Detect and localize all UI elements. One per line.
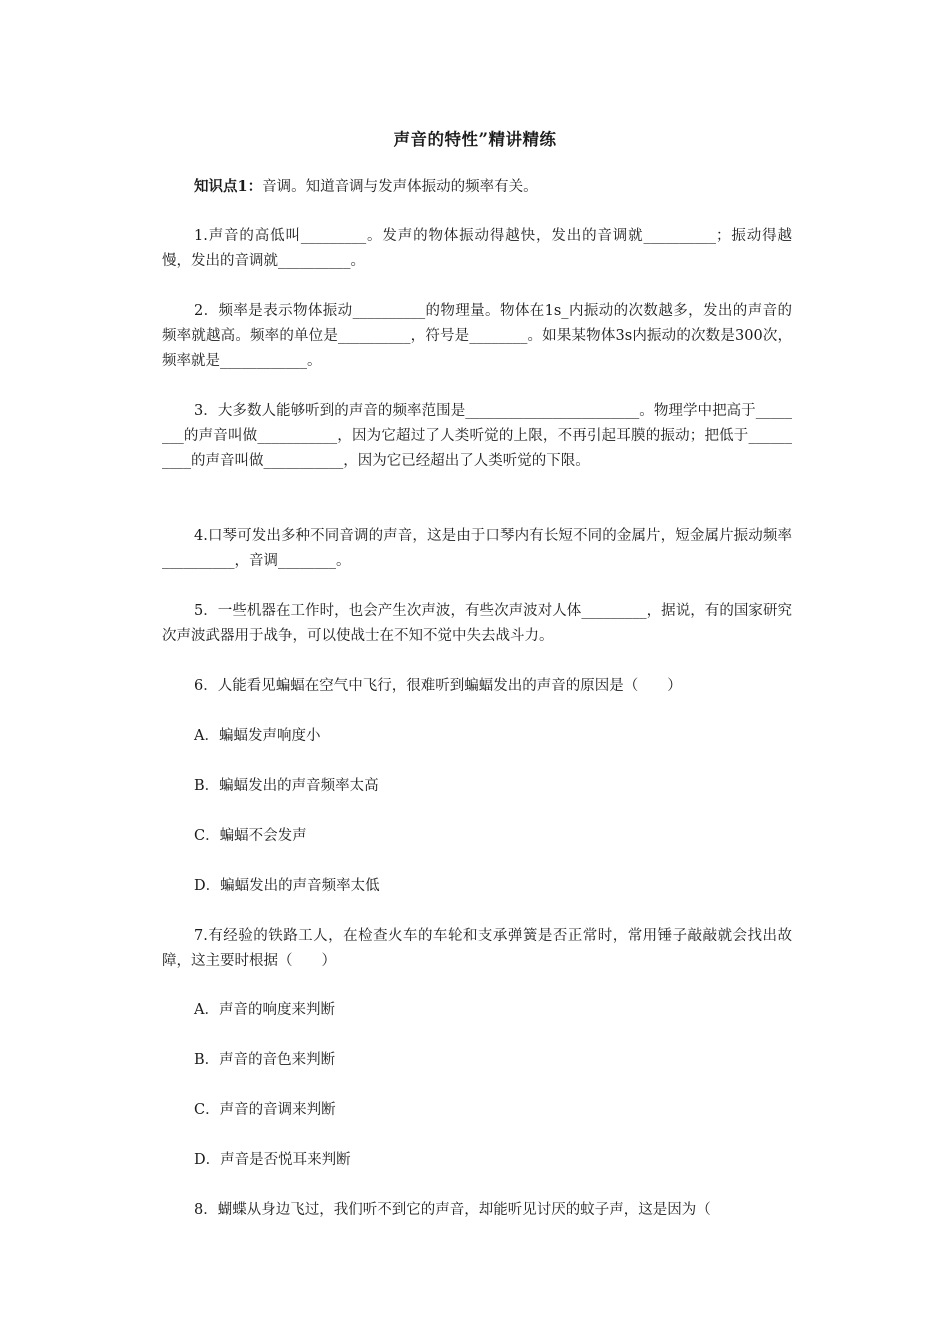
question-4: 4.口琴可发出多种不同音调的声音，这是由于口琴内有长短不同的金属片，短金属片振动频率__________，音调________。 bbox=[162, 528, 792, 569]
question-6: 6．人能看见蝙蝠在空气中飞行，很难听到蝙蝠发出的声音的原因是（ ） bbox=[194, 678, 682, 694]
q6-option-a: A．蝙蝠发声响度小 bbox=[194, 728, 321, 744]
document-title: 声音的特性”精讲精练 bbox=[393, 130, 557, 149]
question-7: 7.有经验的铁路工人，在检查火车的车轮和支承弹簧是否正常时，常用锤子敲敲就会找出故障，这主要时根据（ ） bbox=[162, 928, 792, 969]
q6-option-c: C．蝙蝠不会发声 bbox=[194, 828, 307, 844]
knowledge-point-text: 音调。知道音调与发声体振动的频率有关。 bbox=[262, 179, 538, 195]
q6-option-d: D．蝙蝠发出的声音频率太低 bbox=[194, 878, 380, 894]
knowledge-point-1 bbox=[162, 174, 792, 200]
question-2: 2．频率是表示物体振动__________的物理量。物体在1s_内振动的次数越多，发出的声音的频率就越高。频率的单位是__________，符号是________。如果某物体3s内振动的次数是300次，频率就是____________。 bbox=[162, 303, 792, 369]
question-1: 1.声音的高低叫_________。发声的物体振动得越快，发出的音调就__________；振动得越慢，发出的音调就__________。 bbox=[162, 228, 792, 269]
q7-option-b: B．声音的音色来判断 bbox=[194, 1052, 336, 1068]
q7-option-c: C．声音的音调来判断 bbox=[194, 1102, 336, 1118]
question-5: 5．一些机器在工作时，也会产生次声波，有些次声波对人体_________，据说，有的国家研究次声波武器用于战争，可以使战士在不知不觉中失去战斗力。 bbox=[162, 603, 792, 644]
question-3: 3．大多数人能够听到的声音的频率范围是________________________。物理学中把高于________的声音叫做___________，因为它超过了人类听觉的上限，不再引起耳膜的振动；把低于__________的声音叫做___________，因为它已经超出了人类听觉的下限。 bbox=[162, 403, 792, 469]
q6-option-b: B．蝙蝠发出的声音频率太高 bbox=[194, 778, 379, 794]
question-8: 8．蝴蝶从身边飞过，我们听不到它的声音，却能听见讨厌的蚊子声，这是因为（ bbox=[194, 1202, 711, 1218]
knowledge-point-label: 知识点1： bbox=[194, 178, 263, 195]
q7-option-d: D．声音是否悦耳来判断 bbox=[194, 1152, 351, 1168]
q7-option-a: A．声音的响度来判断 bbox=[194, 1002, 335, 1018]
